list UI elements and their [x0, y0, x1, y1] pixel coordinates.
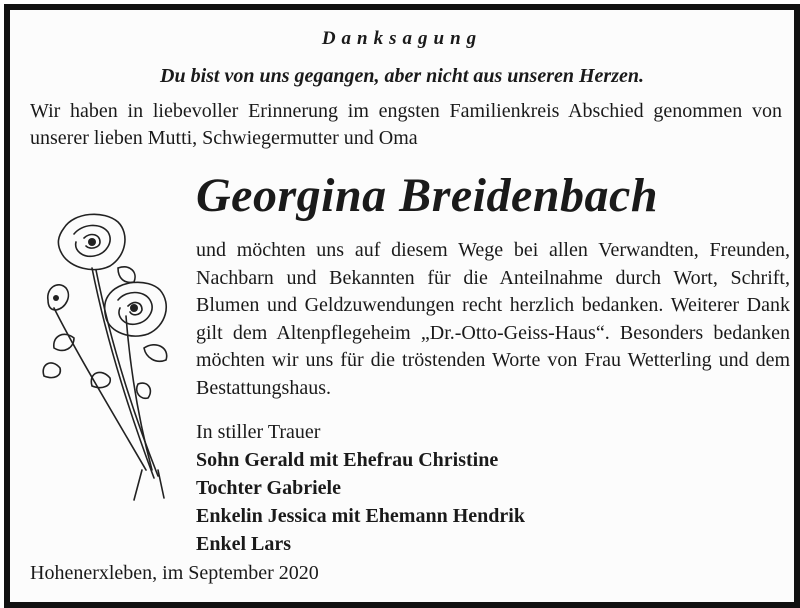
mourner-line: Enkel Lars [196, 533, 292, 555]
mourners-list [196, 418, 525, 558]
intro-paragraph: Wir haben in liebevoller Erinnerung im engsten Familienkreis Abschied genommen von unserer lieben Mutti, Schwiegermutter und Oma [30, 100, 782, 149]
mourner-line: Enkelin Jessica mit Ehemann Hendrik [196, 505, 525, 527]
notice-heading: Danksagung [321, 28, 483, 49]
thank-you-paragraph: und möchten uns auf diesem Wege bei allen Verwandten, Freunden, Nachbarn und Bekannten für die Anteilnahme durch Wort, Schrift, Blumen und Geldzuwendungen recht herzlich bedanken. Weiterer Dank gilt dem Altenpflegeheim „Dr.-Otto-Geiss-Haus“. Besonders bedanken möchten wir uns für die tröstenden Worte von Frau Wetterling und dem Bestattungshaus. [196, 239, 790, 399]
roses-illustration [34, 208, 190, 504]
deceased-name: Georgina Breidenbach [196, 169, 659, 222]
mourning-intro: In stiller Trauer [196, 421, 321, 443]
notice-subheading: Du bist von uns gegangen, aber nicht aus unseren Herzen. [160, 65, 644, 87]
place-date: Hohenerxleben, im September 2020 [30, 562, 319, 584]
mourner-line: Sohn Gerald mit Ehefrau Christine [196, 449, 499, 471]
mourner-line: Tochter Gabriele [196, 477, 341, 499]
obituary-notice [4, 4, 800, 608]
